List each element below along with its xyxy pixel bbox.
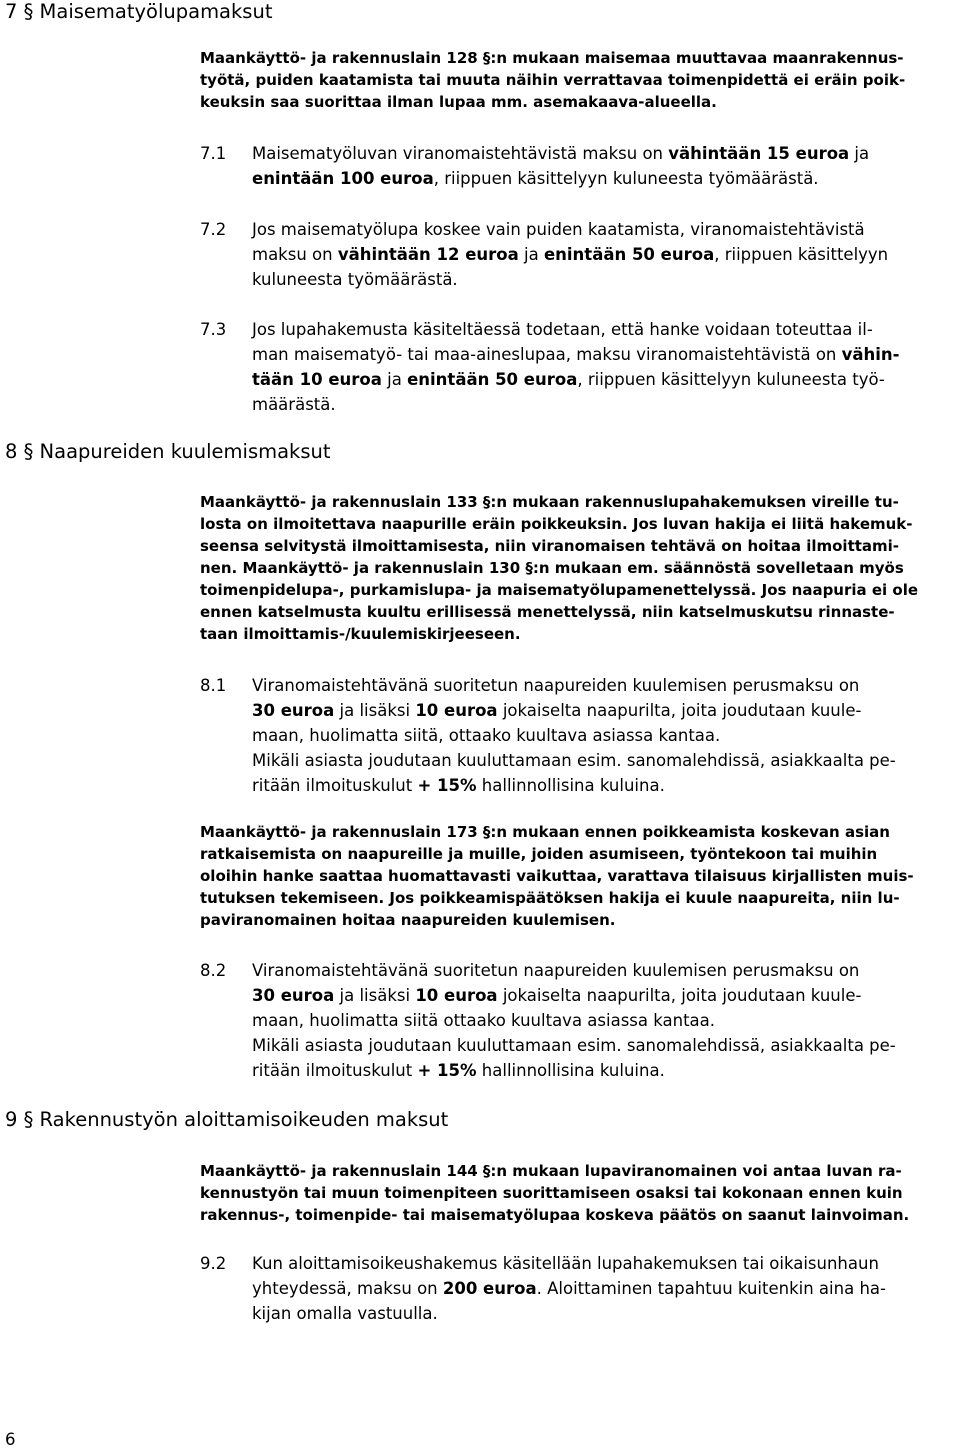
emphasis-text: vähin-	[841, 345, 900, 364]
text-line	[252, 1033, 952, 1058]
text-line	[252, 242, 952, 267]
emphasis-text: + 15%	[417, 1061, 477, 1080]
item-text	[252, 1251, 952, 1326]
intro-line: rakennus-, toimenpide- tai maisematyölupaa koskeva päätös on saanut lainvoiman.	[200, 1206, 910, 1224]
item-number: 8.2	[200, 961, 227, 980]
item-number: 9.2	[200, 1254, 227, 1273]
intro-line: losta on ilmoitettava naapurille eräin poikkeuksin. Jos luvan hakija ei liitä hakemuk-	[200, 515, 913, 533]
text-segment: Jos lupahakemusta käsiteltäessä todetaan, että hanke voidaan toteuttaa il-	[252, 320, 873, 339]
text-line	[252, 1008, 952, 1033]
text-segment: Viranomaistehtävänä suoritetun naapureiden kuulemisen perusmaksu on	[252, 676, 860, 695]
text-segment: , riippuen käsittelyyn kuluneesta työ-	[577, 370, 885, 389]
emphasis-text: enintään 50 euroa	[543, 245, 715, 264]
text-line	[252, 367, 952, 392]
text-line	[252, 317, 952, 342]
text-segment: Jos maisematyölupa koskee vain puiden kaatamista, viranomaistehtävistä	[252, 220, 865, 239]
text-segment: jokaiselta naapurilta, joita joudutaan kuule-	[497, 701, 862, 720]
emphasis-text: 10 euroa	[415, 986, 498, 1005]
item-text	[252, 673, 952, 798]
section-8-intro	[200, 491, 952, 645]
item-text	[252, 217, 952, 292]
text-segment: man maisematyö- tai maa-aineslupaa, maksu viranomaistehtävistä on	[252, 345, 842, 364]
text-line	[252, 1301, 952, 1326]
text-segment: ja	[518, 245, 544, 264]
text-segment: ja lisäksi	[334, 986, 416, 1005]
intro-line: oloihin hanke saattaa huomattavasti vaikuttaa, varattava tilaisuus kirjallisten muis-	[200, 867, 914, 885]
text-segment: ja	[381, 370, 408, 389]
intro-line: ratkaisemista on naapureille ja muille, joiden asumiseen, työntekoon tai muihin	[200, 845, 878, 863]
item-text	[252, 317, 952, 417]
text-line	[252, 1251, 952, 1276]
text-segment: maan, huolimatta siitä, ottaako kuultava asiassa kantaa.	[252, 726, 721, 745]
item-number: 7.2	[200, 220, 227, 239]
intro-line: Maankäyttö- ja rakennuslain 133 §:n mukaan rakennuslupahakemuksen vireille tu-	[200, 493, 899, 511]
page-number: 6	[5, 1430, 16, 1449]
emphasis-text: + 15%	[417, 776, 477, 795]
intro-line: ennen katselmusta kuultu erillisessä menettelyssä, niin katselmuskutsu rinnaste-	[200, 603, 895, 621]
text-line	[252, 392, 952, 417]
text-segment: kijan omalla vastuulla.	[252, 1304, 438, 1323]
text-segment: Kun aloittamisoikeushakemus käsitellään lupahakemuksen tai oikaisunhaun	[252, 1254, 879, 1273]
text-segment: hallinnollisina kuluina.	[476, 1061, 665, 1080]
text-line	[252, 1058, 952, 1083]
section-9-intro	[200, 1160, 952, 1226]
text-segment: ritään ilmoituskulut	[252, 776, 418, 795]
text-line	[252, 267, 952, 292]
text-segment: Maisematyöluvan viranomaistehtävistä maksu on	[252, 144, 669, 163]
emphasis-text: 10 euroa	[415, 701, 498, 720]
section-7-intro	[200, 47, 952, 113]
emphasis-text: enintään 100 euroa	[252, 169, 434, 188]
text-line	[252, 141, 952, 166]
intro-line: tutuksen tekemiseen. Jos poikkeamispäätöksen hakija ei kuule naapureita, niin lu-	[200, 889, 900, 907]
text-segment: kuluneesta työmäärästä.	[252, 270, 458, 289]
emphasis-text: 30 euroa	[252, 986, 335, 1005]
text-line	[252, 773, 952, 798]
text-segment: Mikäli asiasta joudutaan kuuluttamaan esim. sanomalehdissä, asiakkaalta pe-	[252, 1036, 896, 1055]
text-segment: määrästä.	[252, 395, 336, 414]
section-9-heading: 9 § Rakennustyön aloittamisoikeuden maksut	[5, 1108, 449, 1131]
section-7-heading: 7 § Maisematyölupamaksut	[5, 0, 273, 23]
text-segment: . Aloittaminen tapahtuu kuitenkin aina ha-	[536, 1279, 886, 1298]
text-segment: ja	[849, 144, 870, 163]
emphasis-text: vähintään 15 euroa	[668, 144, 850, 163]
text-line	[252, 958, 952, 983]
intro-line: toimenpidelupa-, purkamislupa- ja maisematyölupamenettelyssä. Jos naapuria ei ole	[200, 581, 919, 599]
text-segment: , riippuen käsittelyyn	[714, 245, 889, 264]
text-segment: maan, huolimatta siitä ottaako kuultava asiassa kantaa.	[252, 1011, 716, 1030]
text-segment: maksu on	[252, 245, 338, 264]
intro-line: seensa selvitystä ilmoittamisesta, niin viranomaisen tehtävä on hoitaa ilmoittami-	[200, 537, 900, 555]
intro-line: kennustyön tai muun toimenpiteen suorittamiseen osaksi tai kokonaan ennen kuin	[200, 1184, 903, 1202]
text-segment: Mikäli asiasta joudutaan kuuluttamaan esim. sanomalehdissä, asiakkaalta pe-	[252, 751, 896, 770]
item-number: 7.3	[200, 320, 227, 339]
intro-line: taan ilmoittamis-/kuulemiskirjeeseen.	[200, 625, 521, 643]
text-segment: Viranomaistehtävänä suoritetun naapureiden kuulemisen perusmaksu on	[252, 961, 860, 980]
text-segment: ja lisäksi	[334, 701, 416, 720]
intro-line: Maankäyttö- ja rakennuslain 144 §:n mukaan lupaviranomainen voi antaa luvan ra-	[200, 1162, 902, 1180]
text-line	[252, 983, 952, 1008]
text-segment: ritään ilmoituskulut	[252, 1061, 418, 1080]
text-line	[252, 748, 952, 773]
text-segment: yhteydessä, maksu on	[252, 1279, 443, 1298]
emphasis-text: tään 10 euroa	[252, 370, 382, 389]
text-line	[252, 723, 952, 748]
text-line	[252, 1276, 952, 1301]
text-line	[252, 166, 952, 191]
item-text	[252, 958, 952, 1083]
intro-line: paviranomainen hoitaa naapureiden kuulemisen.	[200, 911, 616, 929]
item-text	[252, 141, 952, 191]
intro-line: nen. Maankäyttö- ja rakennuslain 130 §:n mukaan em. säännöstä sovelletaan myös	[200, 559, 904, 577]
text-line	[252, 673, 952, 698]
intro-line: keuksin saa suorittaa ilman lupaa mm. asemakaava-alueella.	[200, 93, 717, 111]
section-8-heading: 8 § Naapureiden kuulemismaksut	[5, 440, 331, 463]
text-line	[252, 698, 952, 723]
item-number: 7.1	[200, 144, 227, 163]
intro-line: Maankäyttö- ja rakennuslain 128 §:n mukaan maisemaa muuttavaa maanrakennus-	[200, 49, 904, 67]
emphasis-text: vähintään 12 euroa	[337, 245, 519, 264]
text-line	[252, 217, 952, 242]
text-segment: jokaiselta naapurilta, joita joudutaan kuule-	[497, 986, 862, 1005]
intro-line: Maankäyttö- ja rakennuslain 173 §:n mukaan ennen poikkeamista koskevan asian	[200, 823, 890, 841]
emphasis-text: 200 euroa	[442, 1279, 537, 1298]
text-segment: , riippuen käsittelyyn kuluneesta työmäärästä.	[433, 169, 819, 188]
section-8-intro-2	[200, 821, 952, 931]
item-number: 8.1	[200, 676, 227, 695]
text-segment: hallinnollisina kuluina.	[476, 776, 665, 795]
emphasis-text: enintään 50 euroa	[407, 370, 578, 389]
emphasis-text: 30 euroa	[252, 701, 335, 720]
text-line	[252, 342, 952, 367]
intro-line: työtä, puiden kaatamista tai muuta näihin verrattavaa toimenpidettä ei eräin poik-	[200, 71, 906, 89]
